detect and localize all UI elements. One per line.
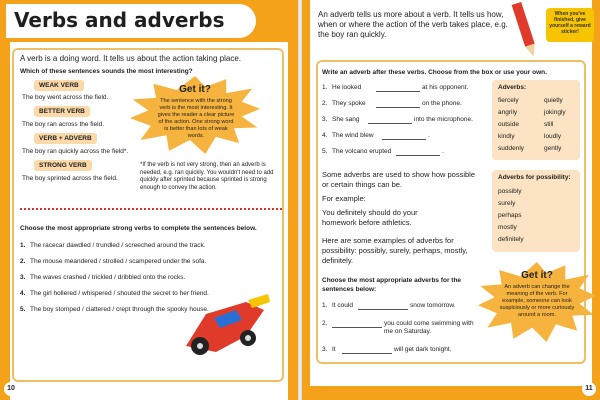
- write-number: 4.: [322, 132, 328, 139]
- left-border-stripe: [0, 42, 10, 400]
- choose-after: you could come swimming with me on Saturday.: [384, 320, 474, 335]
- answer-line[interactable]: [358, 304, 408, 310]
- exercise-sentence[interactable]: The boy stomped / clattered / crept through the spooky house.: [30, 306, 209, 313]
- choose-number: 1.: [322, 302, 328, 309]
- left-page: [0, 0, 298, 400]
- choose-number: 2.: [322, 320, 328, 327]
- answer-line[interactable]: [396, 150, 440, 156]
- examples-line: Here are some examples of adverbs for possibility: possibly, surely, perhaps, mostly, definitely.: [322, 236, 468, 265]
- possibility-word: perhaps: [498, 212, 522, 219]
- choose-instruction: Choose the most appropriate adverbs for the sentences below:: [322, 277, 462, 293]
- choose-number: 3.: [322, 346, 328, 353]
- write-number: 2.: [322, 100, 328, 107]
- adverb-word: quietly: [544, 97, 563, 104]
- write-text: He looked: [332, 84, 362, 91]
- write-after: .: [428, 132, 430, 139]
- adverb-word: angrily: [498, 109, 518, 116]
- write-after: on the phone.: [422, 100, 462, 107]
- better-verb-sentence: The boy ran across the field.: [22, 121, 105, 128]
- strong-verb-sentence: The boy sprinted across the field.: [22, 175, 118, 182]
- write-text: The wind blew: [332, 132, 374, 139]
- page-number-right: 11: [582, 382, 596, 396]
- left-border-stripe: [302, 0, 310, 400]
- reward-sticker-note: When you've finished, give yourself a reward sticker!: [546, 8, 594, 42]
- example-sentence: You definitely should do your homework before athletics.: [322, 208, 418, 227]
- write-instruction: Write an adverb after these verbs. Choose from the box or use your own.: [322, 69, 547, 76]
- intro-text: An adverb tells us more about a verb. It tells us how, when or where the action of the verb takes place, e.g. the boy ran quickly.: [318, 10, 508, 39]
- get-it-star-right: [478, 262, 596, 342]
- answer-line[interactable]: [332, 322, 382, 328]
- adverb-word: outside: [498, 121, 519, 128]
- choose-after: snow tomorrow.: [410, 302, 456, 309]
- answer-line[interactable]: [376, 86, 420, 92]
- get-it-text-left: The sentence with the strong verb is the most interesting. It gives the reader a clear picture of the action. One strong word is better than lots of weak words.: [157, 98, 235, 139]
- intro-text: A verb is a doing word. It tells us about the action taking place.: [20, 54, 242, 63]
- exercise-number: 3.: [20, 274, 26, 281]
- racecar-illustration: [176, 292, 272, 358]
- choose-after: will get dark tonight.: [394, 346, 452, 353]
- for-example-label: For example:: [322, 194, 366, 203]
- write-text: She sang: [332, 116, 360, 123]
- verb-adverb-label: VERB + ADVERB: [34, 133, 97, 144]
- dotted-divider: [20, 208, 282, 210]
- strong-verb-label: STRONG VERB: [34, 160, 92, 171]
- adverb-word: still: [544, 121, 554, 128]
- exercise-sentence[interactable]: The racecar dawdled / trundled / screeched around the track.: [30, 242, 206, 249]
- question-text: Which of these sentences sounds the most interesting?: [20, 68, 193, 75]
- footnote: *If the verb is not very strong, then an adverb is needed, e.g. ran quickly. You wouldn't need to add quickly after sprinted because sprinted is strong enough to convey the action.: [140, 162, 274, 191]
- weak-verb-label: WEAK VERB: [34, 80, 84, 91]
- answer-line[interactable]: [382, 134, 426, 140]
- possibility-title: Adverbs for possibility:: [498, 174, 571, 181]
- get-it-title-right: Get it?: [521, 270, 553, 281]
- write-after: at his opponent.: [422, 84, 469, 91]
- adverb-word: kindly: [498, 133, 515, 140]
- possibility-word: surely: [498, 200, 516, 207]
- write-text: They spoke: [332, 100, 366, 107]
- exercise-number: 4.: [20, 290, 26, 297]
- write-number: 5.: [322, 148, 328, 155]
- exercise-sentence[interactable]: The mouse meandered / strolled / scampered under the sofa.: [30, 258, 207, 265]
- get-it-star-left: [130, 76, 260, 154]
- exercise-title: Choose the most appropriate strong verbs to complete the sentences below.: [20, 225, 257, 232]
- possibility-word: definitely: [498, 236, 524, 243]
- verb-adverb-sentence: The boy ran quickly across the field*.: [22, 148, 129, 155]
- exercise-sentence[interactable]: The girl hollered / whispered / shouted the secret to her friend.: [30, 290, 209, 297]
- bottom-band: [302, 386, 600, 400]
- adverb-word: gently: [544, 145, 562, 152]
- answer-line[interactable]: [368, 118, 412, 124]
- adverb-word: fiercely: [498, 97, 519, 104]
- write-after: .: [442, 148, 444, 155]
- right-page: [302, 0, 600, 400]
- write-number: 3.: [322, 116, 328, 123]
- answer-line[interactable]: [342, 348, 392, 354]
- adverbs-title: Adverbs:: [498, 84, 527, 91]
- possibility-word: possibly: [498, 188, 522, 195]
- exercise-sentence[interactable]: The waves crashed / trickled / dribbled onto the rocks.: [30, 274, 186, 281]
- possibility-intro: Some adverbs are used to show how possible or certain things can be.: [322, 170, 476, 189]
- choose-text: It: [332, 346, 336, 353]
- write-after: into the microphone.: [414, 116, 473, 123]
- pencil-icon: [510, 1, 541, 59]
- page-title: Verbs and adverbs: [14, 8, 225, 32]
- exercise-number: 1.: [20, 242, 26, 249]
- adverb-word: jokingly: [544, 109, 566, 116]
- adverb-word: loudly: [544, 133, 561, 140]
- adverb-word: suddenly: [498, 145, 525, 152]
- exercise-number: 2.: [20, 258, 26, 265]
- write-text: The volcano erupted: [332, 148, 392, 155]
- better-verb-label: BETTER VERB: [34, 106, 90, 117]
- right-border-stripe: [288, 0, 298, 400]
- get-it-title-left: Get it?: [179, 84, 211, 95]
- page-number-left: 10: [4, 382, 18, 396]
- write-number: 1.: [322, 84, 328, 91]
- weak-verb-sentence: The boy went across the field.: [22, 94, 109, 101]
- choose-text: It could: [332, 302, 353, 309]
- possibility-word: mostly: [498, 224, 517, 231]
- get-it-text-right: An adverb can change the meaning of the verb. For example, someone can look suspiciously or more curiously around a room.: [499, 284, 575, 318]
- exercise-number: 5.: [20, 306, 26, 313]
- answer-line[interactable]: [376, 102, 420, 108]
